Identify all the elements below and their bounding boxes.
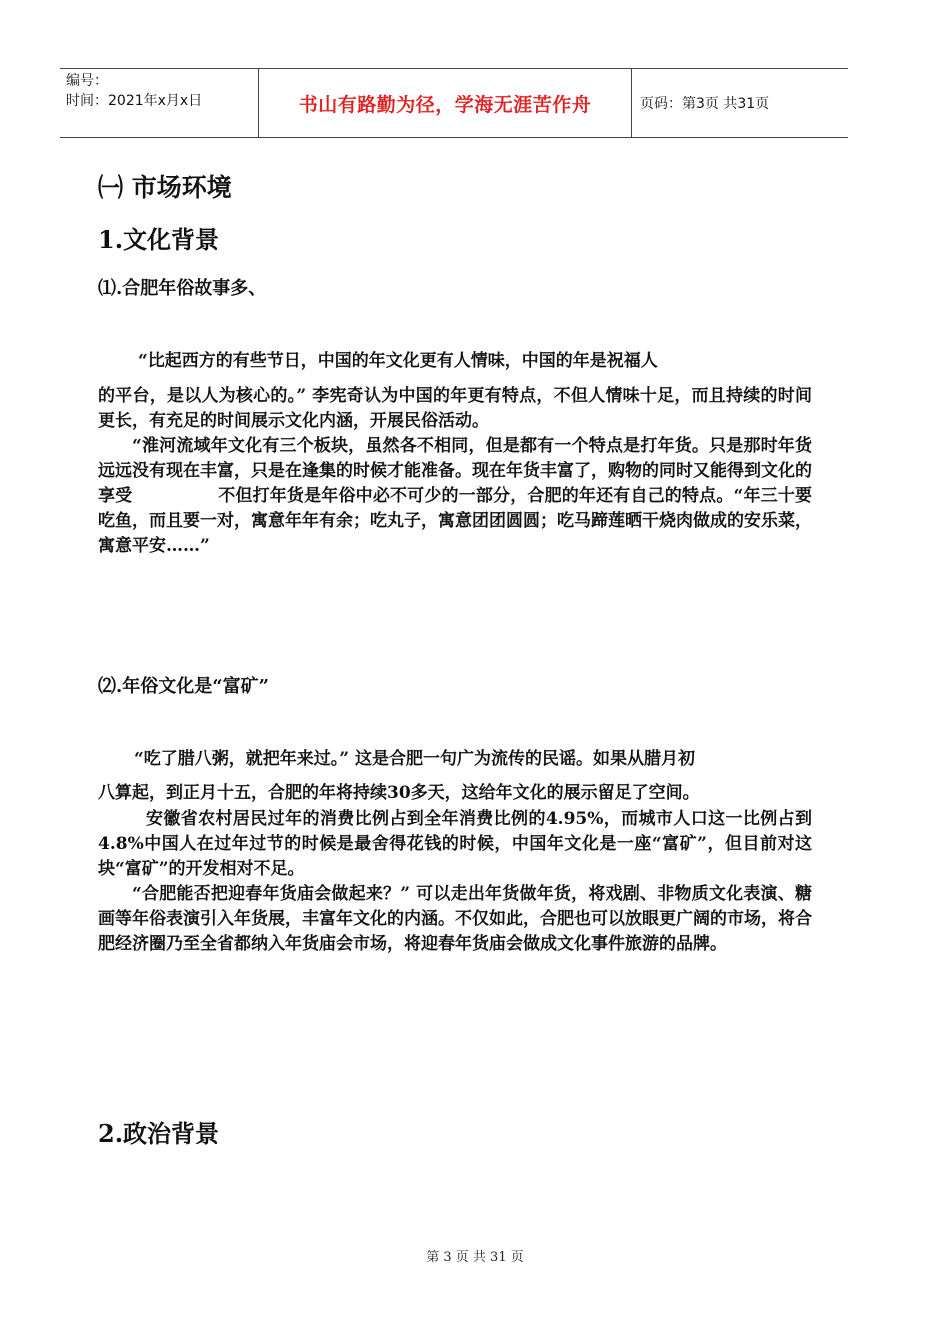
document-number-label: 编号： (66, 73, 108, 89)
culture-sub1-heading: ⑴.合肥年俗故事多、 (98, 278, 267, 299)
culture-sub1-para2: “淮河流域年文化有三个板块，虽然各不相同，但是都有一个特点是打年货。只是那时年货远远没有现在丰富，只是在逢集的时候才能准备。现在年货丰富了，购物的同时又能得到文化的享受 不但打年货是年俗中必不可少的一部分，合肥的年还有自己的特点。“年三十要吃鱼，而且要一对，寓意年年有余；吃丸子，寓意团团圆圆；吃马蹄莲晒干烧肉做成的安乐菜，寓意平安……” (98, 436, 812, 556)
culture-sub2-heading: ⑵.年俗文化是“富矿” (98, 676, 269, 697)
culture-sub2-line1: “吃了腊八粥，就把年来过。” 这是合肥一句广为流传的民谣。如果从腊月初 (134, 749, 695, 769)
culture-sub1-para1: 的平台，是以人为核心的。” 李宪奇认为中国的年更有特点，不但人情味十足，而且持续的时间更长，有充足的时间展示文化内涵，开展民俗活动。 (98, 386, 812, 431)
culture-heading: 1.文化背景 (98, 225, 220, 254)
culture-sub1-line1: “比起西方的有些节日，中国的年文化更有人情味，中国的年是祝福人 (138, 351, 658, 371)
document-time-label: 时间：2021年x月x日 (66, 93, 203, 109)
header-motto-cell (258, 69, 632, 137)
header-motto: 书山有路勤为径，学海无涯苦作舟 (298, 93, 592, 116)
page-footer: 第 3 页 共 31 页 (426, 1250, 524, 1265)
header-meta (60, 69, 258, 137)
politics-heading: 2.政治背景 (98, 1119, 220, 1148)
section-title: ㈠ 市场环境 (98, 173, 232, 202)
page-header (60, 68, 848, 138)
culture-sub2-para2: 安徽省农村居民过年的消费比例占到全年消费比例的4.95%，而城市人口这一比例占到4.8%中国人在过年过节的时候是最舍得花钱的时候，中国年文化是一座“富矿”，但目前对这块“富矿”的开发相对不足。 (98, 809, 812, 879)
header-page-info: 页码：第3页 共31页 (640, 96, 770, 112)
culture-sub2-para1: 八算起，到正月十五，合肥的年将持续30多天，这给年文化的展示留足了空间。 (98, 783, 700, 803)
culture-sub2-para3: “合肥能否把迎春年货庙会做起来？” 可以走出年货做年货，将戏剧、非物质文化表演、糖画等年俗表演引入年货展，丰富年文化的内涵。不仅如此，合肥也可以放眼更广阔的市场，将合肥经济圈乃至全省都纳入年货庙会市场，将迎春年货庙会做成文化事件旅游的品牌。 (98, 884, 812, 954)
